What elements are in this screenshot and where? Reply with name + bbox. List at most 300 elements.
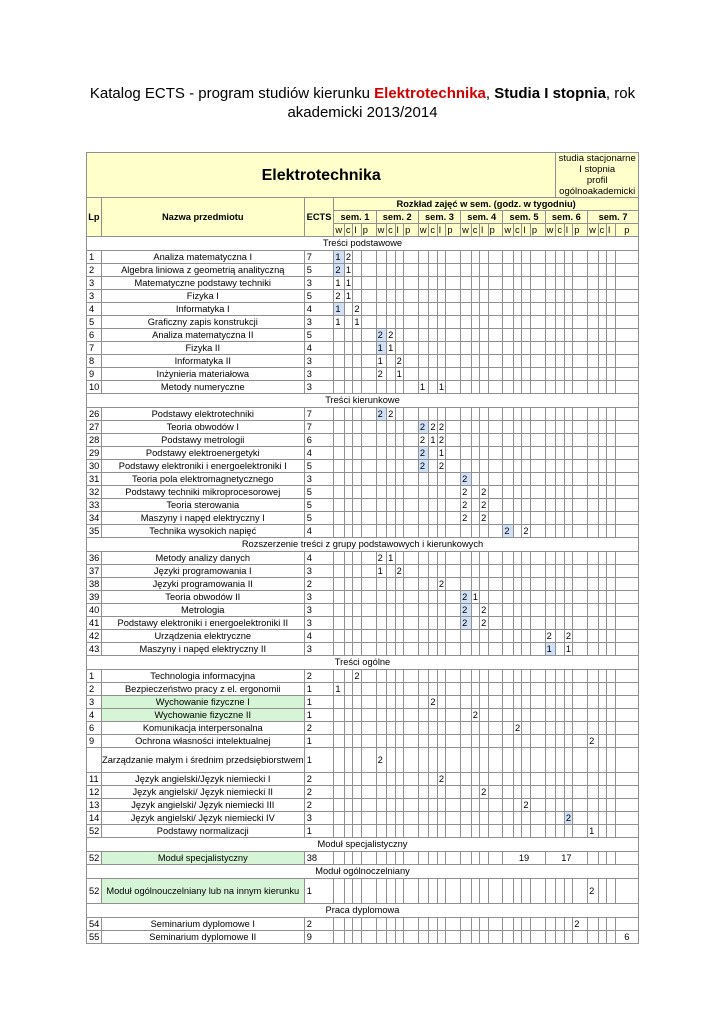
section-title: Moduł ogólnoczelniany bbox=[87, 865, 639, 879]
lp-header: Lp bbox=[87, 198, 102, 237]
schedule-cell bbox=[488, 591, 503, 604]
schedule-cell bbox=[556, 604, 564, 617]
schedule-cell bbox=[556, 643, 564, 656]
schedule-cell bbox=[361, 748, 376, 773]
schedule-cell bbox=[471, 565, 479, 578]
schedule-cell bbox=[488, 565, 503, 578]
row-lp: 52 bbox=[87, 879, 102, 904]
schedule-cell bbox=[376, 799, 387, 812]
schedule-cell bbox=[334, 578, 345, 591]
schedule-cell bbox=[429, 525, 437, 538]
schedule-cell bbox=[376, 290, 387, 303]
schedule-cell bbox=[480, 525, 488, 538]
row-ects: 3 bbox=[304, 604, 334, 617]
row-ects: 5 bbox=[304, 486, 334, 499]
schedule-cell bbox=[461, 812, 472, 825]
schedule-cell: 2 bbox=[461, 512, 472, 525]
schedule-cell bbox=[615, 408, 638, 421]
schedule-cell bbox=[461, 447, 472, 460]
schedule-cell bbox=[588, 773, 599, 786]
schedule-cell bbox=[530, 643, 545, 656]
schedule-cell: 2 bbox=[523, 799, 529, 810]
row-lp: 4 bbox=[87, 303, 102, 316]
schedule-cell bbox=[607, 918, 615, 931]
class-type-header: p bbox=[446, 224, 461, 237]
schedule-cell bbox=[344, 552, 352, 565]
schedule-cell bbox=[513, 709, 521, 722]
schedule-cell bbox=[418, 578, 429, 591]
schedule-cell bbox=[573, 931, 588, 944]
schedule-cell bbox=[615, 670, 638, 683]
schedule-cell bbox=[522, 355, 530, 368]
schedule-cell bbox=[488, 617, 503, 630]
row-ects: 4 bbox=[304, 630, 334, 643]
row-subject: Seminarium dyplomowe I bbox=[101, 918, 304, 931]
schedule-cell bbox=[588, 591, 599, 604]
schedule-cell bbox=[334, 879, 345, 904]
section-row bbox=[87, 865, 639, 879]
schedule-cell bbox=[376, 683, 387, 696]
schedule-cell bbox=[615, 525, 638, 538]
schedule-cell bbox=[418, 290, 429, 303]
schedule-cell bbox=[446, 342, 461, 355]
subject-header: Nazwa przedmiotu bbox=[101, 198, 304, 237]
class-type-header: c bbox=[429, 224, 437, 237]
schedule-cell bbox=[376, 421, 387, 434]
schedule-cell bbox=[503, 709, 514, 722]
schedule-cell bbox=[395, 748, 403, 773]
schedule-cell bbox=[522, 277, 530, 290]
row-subject: Podstawy elektroniki i energoelektroniki I bbox=[101, 460, 304, 473]
schedule-cell bbox=[353, 525, 361, 538]
schedule-cell bbox=[588, 565, 599, 578]
schedule-cell bbox=[461, 329, 472, 342]
schedule-cell bbox=[503, 918, 514, 931]
schedule-cell bbox=[573, 460, 588, 473]
schedule-cell bbox=[513, 630, 521, 643]
schedule-cell bbox=[471, 786, 479, 799]
schedule-cell bbox=[530, 499, 545, 512]
schedule-cell bbox=[545, 812, 556, 825]
schedule-cell bbox=[615, 316, 638, 329]
row-lp: 54 bbox=[87, 918, 102, 931]
schedule-cell bbox=[353, 355, 361, 368]
schedule-cell bbox=[564, 290, 572, 303]
schedule-cell bbox=[446, 473, 461, 486]
schedule-cell bbox=[530, 918, 545, 931]
schedule-cell bbox=[446, 709, 461, 722]
schedule-cell bbox=[522, 421, 530, 434]
table-row bbox=[87, 643, 639, 656]
schedule-cell bbox=[471, 277, 479, 290]
schedule-cell bbox=[513, 408, 521, 421]
schedule-cell bbox=[530, 799, 545, 812]
schedule-cell bbox=[615, 696, 638, 709]
schedule-cell bbox=[437, 290, 445, 303]
schedule-cell bbox=[503, 473, 514, 486]
schedule-cell bbox=[344, 683, 352, 696]
schedule-cell bbox=[530, 604, 545, 617]
schedule-cell bbox=[513, 277, 521, 290]
schedule-cell bbox=[615, 473, 638, 486]
schedule-cell bbox=[395, 447, 403, 460]
schedule-cell bbox=[437, 512, 445, 525]
schedule-cell bbox=[615, 918, 638, 931]
schedule-cell bbox=[530, 486, 545, 499]
row-subject: Podstawy normalizacji bbox=[101, 825, 304, 838]
schedule-cell bbox=[607, 852, 615, 865]
schedule-cell bbox=[522, 812, 530, 825]
row-ects: 2 bbox=[304, 799, 334, 812]
header-row-schedule bbox=[87, 198, 639, 211]
schedule-cell bbox=[353, 591, 361, 604]
schedule-cell bbox=[404, 381, 419, 394]
schedule-cell bbox=[556, 591, 564, 604]
schedule-cell bbox=[404, 812, 419, 825]
schedule-cell bbox=[573, 604, 588, 617]
row-subject: Teoria obwodów I bbox=[101, 421, 304, 434]
schedule-cell: 2 bbox=[481, 786, 487, 797]
schedule-cell bbox=[461, 735, 472, 748]
schedule-cell bbox=[418, 735, 429, 748]
schedule-cell bbox=[480, 812, 488, 825]
row-subject: Moduł ogólnouczelniany lub na innym kierunku bbox=[101, 879, 304, 904]
class-type-header: l bbox=[437, 224, 445, 237]
schedule-cell bbox=[522, 773, 530, 786]
row-lp: 12 bbox=[87, 786, 102, 799]
schedule-cell bbox=[545, 591, 556, 604]
schedule-cell bbox=[418, 812, 429, 825]
schedule-cell bbox=[598, 812, 606, 825]
schedule-cell bbox=[353, 251, 361, 264]
schedule-cell bbox=[446, 552, 461, 565]
schedule-cell bbox=[361, 918, 376, 931]
schedule-cell bbox=[522, 604, 530, 617]
schedule-cell bbox=[461, 316, 472, 329]
row-subject: Fizyka I bbox=[101, 290, 304, 303]
schedule-cell bbox=[376, 434, 387, 447]
schedule-cell bbox=[488, 486, 503, 499]
schedule-cell bbox=[513, 290, 521, 303]
table-row bbox=[87, 486, 639, 499]
schedule-cell bbox=[488, 251, 503, 264]
schedule-cell bbox=[437, 683, 445, 696]
schedule-cell bbox=[376, 825, 387, 838]
schedule-cell bbox=[461, 381, 472, 394]
schedule-cell bbox=[480, 931, 488, 944]
schedule-cell bbox=[429, 918, 437, 931]
schedule-cell bbox=[471, 368, 479, 381]
schedule-cell bbox=[513, 264, 521, 277]
schedule-cell bbox=[513, 918, 521, 931]
schedule-cell bbox=[598, 342, 606, 355]
semester-header: sem. 5 bbox=[503, 211, 545, 224]
schedule-cell bbox=[488, 931, 503, 944]
schedule-cell bbox=[353, 499, 361, 512]
schedule-cell bbox=[573, 316, 588, 329]
schedule-cell bbox=[344, 368, 352, 381]
schedule-cell: 2 bbox=[461, 486, 472, 499]
schedule-cell bbox=[437, 786, 445, 799]
schedule-cell bbox=[344, 342, 352, 355]
schedule-cell bbox=[395, 525, 403, 538]
schedule-cell bbox=[607, 316, 615, 329]
schedule-cell bbox=[513, 591, 521, 604]
schedule-cell bbox=[480, 799, 488, 812]
schedule-cell bbox=[607, 879, 615, 904]
schedule-cell bbox=[471, 486, 479, 499]
schedule-cell bbox=[564, 525, 572, 538]
schedule-cell: 1 bbox=[345, 277, 352, 288]
schedule-cell bbox=[513, 786, 521, 799]
schedule-cell bbox=[437, 277, 445, 290]
row-lp: 14 bbox=[87, 812, 102, 825]
row-lp: 2 bbox=[87, 264, 102, 277]
schedule-cell bbox=[588, 799, 599, 812]
schedule-cell bbox=[429, 786, 437, 799]
schedule-cell bbox=[530, 812, 545, 825]
row-ects: 4 bbox=[304, 525, 334, 538]
schedule-cell bbox=[471, 918, 479, 931]
schedule-cell bbox=[615, 565, 638, 578]
schedule-cell bbox=[387, 499, 395, 512]
schedule-cell bbox=[615, 591, 638, 604]
schedule-cell bbox=[598, 879, 606, 904]
schedule-cell bbox=[503, 565, 514, 578]
schedule-cell bbox=[418, 368, 429, 381]
schedule-cell bbox=[530, 512, 545, 525]
schedule-cell bbox=[488, 879, 503, 904]
schedule-cell bbox=[334, 825, 345, 838]
schedule-cell bbox=[361, 251, 376, 264]
row-subject: Język angielski/ Język niemiecki IV bbox=[101, 812, 304, 825]
schedule-cell bbox=[480, 434, 488, 447]
row-subject: Bezpieczeństwo pracy z el. ergonomii bbox=[101, 683, 304, 696]
schedule-cell bbox=[418, 709, 429, 722]
row-subject: Analiza matematyczna II bbox=[101, 329, 304, 342]
row-lp: 4 bbox=[87, 709, 102, 722]
schedule-cell bbox=[545, 552, 556, 565]
schedule-cell bbox=[353, 408, 361, 421]
schedule-cell bbox=[607, 499, 615, 512]
schedule-cell bbox=[437, 825, 445, 838]
table-row bbox=[87, 812, 639, 825]
schedule-cell bbox=[404, 879, 419, 904]
schedule-cell bbox=[615, 879, 638, 904]
schedule-cell bbox=[344, 499, 352, 512]
schedule-cell bbox=[607, 381, 615, 394]
class-type-header: l bbox=[564, 224, 572, 237]
table-row bbox=[87, 786, 639, 799]
schedule-cell bbox=[471, 879, 479, 904]
schedule-cell bbox=[353, 722, 361, 735]
schedule-cell bbox=[395, 617, 403, 630]
class-type-header: c bbox=[471, 224, 479, 237]
schedule-cell bbox=[344, 604, 352, 617]
schedule-cell bbox=[564, 552, 572, 565]
schedule-cell bbox=[607, 931, 615, 944]
schedule-cell bbox=[446, 852, 461, 865]
schedule-cell bbox=[437, 355, 445, 368]
class-type-header: c bbox=[513, 224, 521, 237]
schedule-cell: 1 bbox=[354, 316, 360, 327]
schedule-cell bbox=[545, 918, 556, 931]
schedule-cell bbox=[503, 630, 514, 643]
schedule-cell bbox=[387, 617, 395, 630]
row-subject: Wychowanie fizyczne II bbox=[101, 709, 304, 722]
schedule-cell bbox=[556, 552, 564, 565]
schedule-cell bbox=[344, 696, 352, 709]
schedule-cell bbox=[361, 591, 376, 604]
row-ects: 1 bbox=[304, 748, 334, 773]
schedule-cell bbox=[503, 434, 514, 447]
schedule-cell bbox=[344, 709, 352, 722]
schedule-cell bbox=[429, 381, 437, 394]
schedule-cell bbox=[418, 670, 429, 683]
schedule-cell bbox=[573, 499, 588, 512]
schedule-cell bbox=[530, 565, 545, 578]
schedule-cell bbox=[545, 368, 556, 381]
schedule-cell bbox=[334, 408, 345, 421]
schedule-cell: 1 bbox=[545, 643, 556, 656]
schedule-cell bbox=[598, 277, 606, 290]
schedule-cell bbox=[513, 825, 521, 838]
schedule-cell bbox=[503, 670, 514, 683]
row-ects: 3 bbox=[304, 368, 334, 381]
schedule-cell bbox=[513, 748, 521, 773]
schedule-cell bbox=[437, 799, 445, 812]
schedule-cell bbox=[598, 799, 606, 812]
schedule-cell bbox=[530, 825, 545, 838]
schedule-cell bbox=[387, 368, 395, 381]
schedule-cell bbox=[353, 918, 361, 931]
class-type-header: w bbox=[334, 224, 345, 237]
schedule-cell bbox=[522, 368, 530, 381]
row-ects: 1 bbox=[304, 735, 334, 748]
schedule-cell bbox=[353, 696, 361, 709]
class-type-header: c bbox=[387, 224, 395, 237]
row-ects: 1 bbox=[304, 709, 334, 722]
row-ects: 3 bbox=[304, 277, 334, 290]
schedule-cell bbox=[429, 251, 437, 264]
schedule-cell bbox=[418, 408, 429, 421]
schedule-cell bbox=[503, 748, 514, 773]
schedule-cell bbox=[513, 735, 521, 748]
schedule-cell bbox=[588, 316, 599, 329]
row-ects: 3 bbox=[304, 643, 334, 656]
schedule-cell bbox=[598, 604, 606, 617]
schedule-cell bbox=[461, 773, 472, 786]
schedule-cell bbox=[488, 290, 503, 303]
schedule-cell bbox=[488, 368, 503, 381]
schedule-cell bbox=[471, 303, 479, 316]
schedule-cell bbox=[376, 852, 387, 865]
schedule-cell bbox=[480, 722, 488, 735]
schedule-cell bbox=[334, 852, 345, 865]
schedule-cell bbox=[376, 499, 387, 512]
schedule-cell bbox=[573, 408, 588, 421]
schedule-cell bbox=[530, 591, 545, 604]
schedule-cell bbox=[564, 251, 572, 264]
schedule-cell bbox=[598, 368, 606, 381]
schedule-cell: 1 bbox=[430, 434, 436, 445]
schedule-cell bbox=[344, 434, 352, 447]
schedule-cell bbox=[513, 604, 521, 617]
schedule-cell bbox=[513, 486, 521, 499]
schedule-cell bbox=[556, 408, 564, 421]
section-row bbox=[87, 237, 639, 251]
row-ects: 5 bbox=[304, 329, 334, 342]
row-lp: 27 bbox=[87, 421, 102, 434]
schedule-cell bbox=[588, 918, 599, 931]
schedule-cell bbox=[530, 696, 545, 709]
schedule-cell bbox=[522, 748, 530, 773]
schedule-cell bbox=[404, 329, 419, 342]
schedule-cell bbox=[344, 512, 352, 525]
schedule-cell bbox=[598, 499, 606, 512]
schedule-cell bbox=[344, 812, 352, 825]
schedule-cell bbox=[395, 290, 403, 303]
schedule-cell bbox=[404, 525, 419, 538]
table-row bbox=[87, 918, 639, 931]
schedule-cell bbox=[387, 786, 395, 799]
table-row bbox=[87, 630, 639, 643]
schedule-cell bbox=[615, 852, 638, 865]
schedule-cell bbox=[361, 617, 376, 630]
schedule-cell bbox=[588, 499, 599, 512]
schedule-cell bbox=[353, 799, 361, 812]
schedule-cell bbox=[353, 604, 361, 617]
schedule-cell bbox=[376, 931, 387, 944]
schedule-cell bbox=[334, 786, 345, 799]
schedule-cell bbox=[573, 277, 588, 290]
schedule-cell bbox=[522, 447, 530, 460]
schedule-cell bbox=[387, 434, 395, 447]
schedule-cell bbox=[607, 368, 615, 381]
row-lp: 31 bbox=[87, 473, 102, 486]
schedule-cell bbox=[488, 303, 503, 316]
schedule-cell bbox=[437, 473, 445, 486]
schedule-cell bbox=[404, 251, 419, 264]
schedule-cell bbox=[387, 277, 395, 290]
schedule-cell bbox=[513, 696, 521, 709]
schedule-cell bbox=[353, 460, 361, 473]
schedule-cell bbox=[404, 264, 419, 277]
schedule-cell bbox=[461, 918, 472, 931]
schedule-cell bbox=[545, 773, 556, 786]
row-lp: 29 bbox=[87, 447, 102, 460]
row-lp: 8 bbox=[87, 355, 102, 368]
schedule-cell: 1 bbox=[334, 683, 345, 696]
schedule-cell bbox=[418, 512, 429, 525]
schedule-cell bbox=[556, 277, 564, 290]
schedule-cell bbox=[513, 329, 521, 342]
schedule-cell bbox=[344, 722, 352, 735]
schedule-cell bbox=[404, 643, 419, 656]
schedule-cell bbox=[488, 316, 503, 329]
table-row bbox=[87, 578, 639, 591]
schedule-cell bbox=[429, 408, 437, 421]
table-row bbox=[87, 316, 639, 329]
schedule-cell bbox=[334, 512, 345, 525]
row-subject: Metody numeryczne bbox=[101, 381, 304, 394]
table-row bbox=[87, 709, 639, 722]
table-row bbox=[87, 604, 639, 617]
schedule-cell bbox=[503, 786, 514, 799]
table-row bbox=[87, 525, 639, 538]
schedule-cell bbox=[429, 460, 437, 473]
row-subject: Język angielski/ Język niemiecki II bbox=[101, 786, 304, 799]
